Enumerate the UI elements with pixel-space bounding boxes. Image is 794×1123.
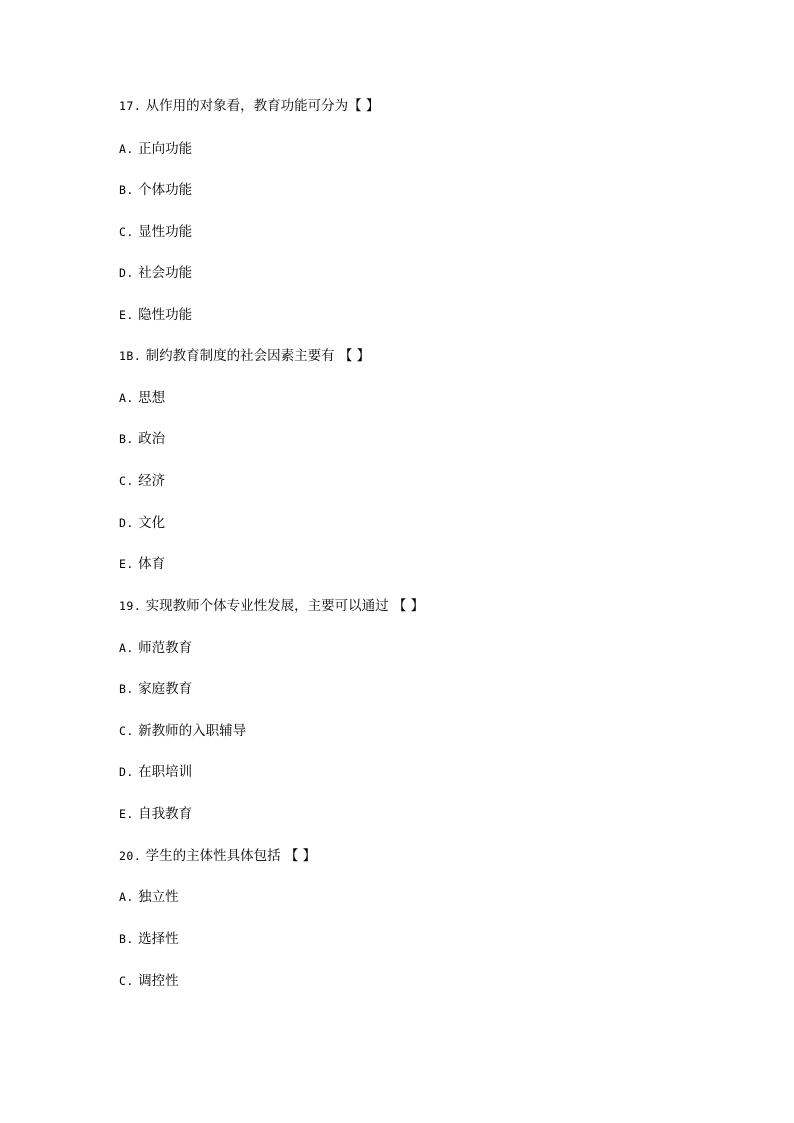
- question-18-option-d: [119, 513, 165, 533]
- question-19-option-b: [119, 679, 192, 699]
- question-18-option-b: [119, 429, 165, 449]
- question-19-option-d: [119, 762, 192, 782]
- question-text: 学生的主体性具体包括 【 】: [145, 848, 317, 864]
- question-text: 实现教师个体专业性发展，主要可以通过 【 】: [145, 598, 425, 614]
- question-number: 20.: [119, 849, 142, 863]
- option-text: 隐性功能: [138, 307, 193, 323]
- question-19-option-a: [119, 638, 192, 658]
- question-17-option-a: [119, 139, 192, 159]
- question-19-stem: [119, 596, 424, 616]
- question-18-option-a: [119, 388, 165, 408]
- question-number: 17.: [119, 99, 142, 113]
- option-text: 独立性: [138, 889, 179, 905]
- option-letter: E.: [119, 557, 134, 571]
- option-letter: E.: [119, 308, 134, 322]
- question-19-option-c: [119, 721, 246, 741]
- question-number: 1B.: [119, 349, 142, 363]
- option-text: 在职培训: [138, 764, 193, 780]
- option-text: 政治: [138, 431, 166, 447]
- question-17-option-e: [119, 305, 192, 325]
- option-letter: A.: [119, 142, 134, 156]
- option-letter: B.: [119, 432, 134, 446]
- question-20-stem: [119, 846, 316, 866]
- option-letter: C.: [119, 225, 134, 239]
- question-19-option-e: [119, 804, 192, 824]
- option-text: 调控性: [138, 973, 179, 989]
- question-17-option-d: [119, 263, 192, 283]
- option-text: 新教师的入职辅导: [138, 723, 247, 739]
- option-text: 家庭教育: [138, 681, 193, 697]
- option-text: 经济: [138, 473, 166, 489]
- question-17-option-c: [119, 222, 192, 242]
- option-text: 自我教育: [138, 806, 193, 822]
- option-text: 思想: [138, 390, 166, 406]
- question-text: 从作用的对象看，教育功能可分为【 】: [145, 98, 380, 114]
- option-text: 社会功能: [138, 265, 193, 281]
- question-18-option-e: [119, 554, 165, 574]
- question-18-option-c: [119, 471, 165, 491]
- question-17-stem: [119, 96, 379, 116]
- option-letter: D.: [119, 516, 134, 530]
- option-letter: D.: [119, 266, 134, 280]
- question-18-stem: [119, 346, 370, 366]
- option-text: 显性功能: [138, 224, 193, 240]
- option-text: 体育: [138, 556, 166, 572]
- option-letter: A.: [119, 890, 134, 904]
- option-text: 选择性: [138, 931, 179, 947]
- option-letter: B.: [119, 682, 134, 696]
- option-letter: C.: [119, 724, 134, 738]
- option-text: 正向功能: [138, 141, 193, 157]
- option-letter: A.: [119, 641, 134, 655]
- question-20-option-b: [119, 929, 179, 949]
- option-text: 师范教育: [138, 640, 193, 656]
- question-text: 制约教育制度的社会因素主要有 【 】: [145, 348, 371, 364]
- question-17-option-b: [119, 180, 192, 200]
- question-20-option-a: [119, 887, 179, 907]
- option-letter: E.: [119, 807, 134, 821]
- question-20-option-c: [119, 971, 179, 991]
- option-text: 文化: [138, 515, 166, 531]
- option-text: 个体功能: [138, 182, 193, 198]
- option-letter: B.: [119, 183, 134, 197]
- option-letter: C.: [119, 974, 134, 988]
- option-letter: B.: [119, 932, 134, 946]
- question-number: 19.: [119, 599, 142, 613]
- option-letter: C.: [119, 474, 134, 488]
- option-letter: A.: [119, 391, 134, 405]
- option-letter: D.: [119, 765, 134, 779]
